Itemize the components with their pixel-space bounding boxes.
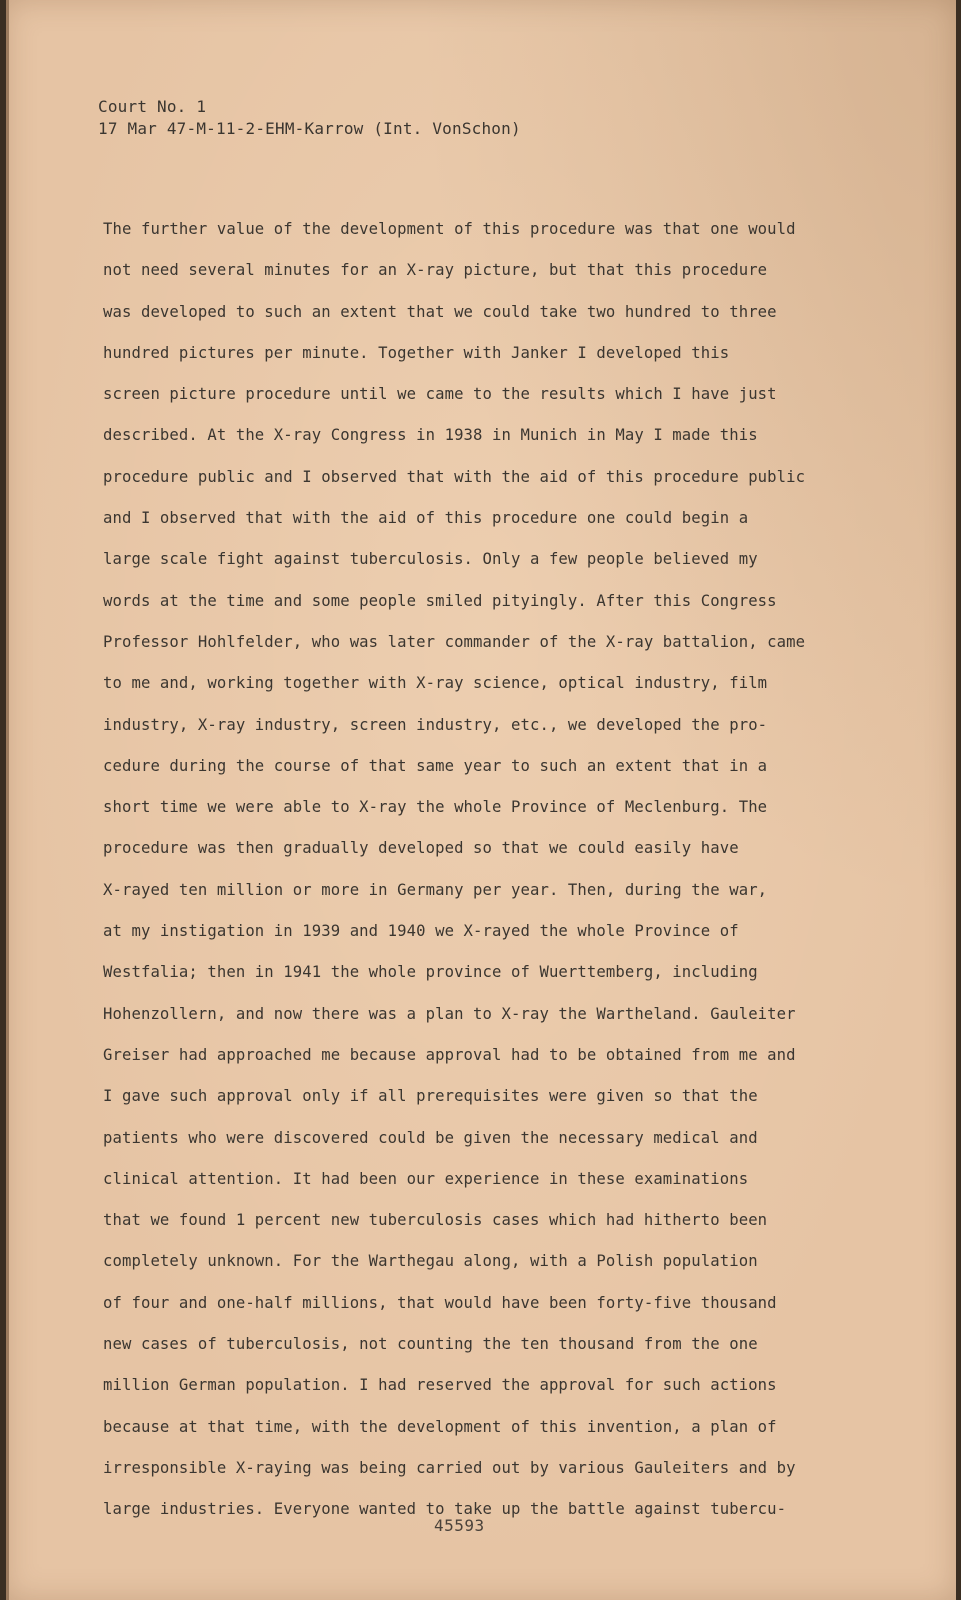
text-line: at my instigation in 1939 and 1940 we X-rayed the whole Province of (103, 922, 739, 941)
text-line: million German population. I had reserved the approval for such actions (103, 1376, 777, 1395)
text-line: completely unknown. For the Warthegau along, with a Polish population (103, 1252, 758, 1271)
text-line: that we found 1 percent new tuberculosis cases which had hitherto been (103, 1211, 768, 1230)
document-header (98, 96, 521, 140)
text-line: I gave such approval only if all prerequisites were given so that the (103, 1087, 758, 1106)
page-edge (6, 0, 9, 1600)
testimony-text (103, 218, 933, 1540)
text-line: new cases of tuberculosis, not counting the ten thousand from the one (103, 1335, 758, 1354)
text-line: because at that time, with the development of this invention, a plan of (103, 1417, 777, 1436)
text-line: large scale fight against tuberculosis. Only a few people believed my (103, 550, 758, 569)
text-line: hundred pictures per minute. Together with Janker I developed this (103, 343, 730, 362)
text-line: and I observed that with the aid of this procedure one could begin a (103, 509, 749, 528)
text-line: words at the time and some people smiled pityingly. After this Congress (103, 591, 777, 610)
text-line: screen picture procedure until we came to the results which I have just (103, 385, 777, 404)
text-line: was developed to such an extent that we could take two hundred to three (103, 302, 777, 321)
text-line: short time we were able to X-ray the whole Province of Meclenburg. The (103, 798, 768, 817)
text-line: to me and, working together with X-ray science, optical industry, film (103, 674, 768, 693)
text-line: Hohenzollern, and now there was a plan to X-ray the Wartheland. Gauleiter (103, 1004, 796, 1023)
text-line: industry, X-ray industry, screen industry, etc., we developed the pro- (103, 715, 768, 734)
text-line: not need several minutes for an X-ray picture, but that this procedure (103, 261, 768, 280)
text-line: Professor Hohlfelder, who was later commander of the X-ray battalion, came (103, 632, 806, 651)
text-line: Westfalia; then in 1941 the whole province of Wuerttemberg, including (103, 963, 758, 982)
text-line: patients who were discovered could be given the necessary medical and (103, 1128, 758, 1147)
text-line: procedure was then gradually developed so that we could easily have (103, 839, 739, 858)
document-page (6, 0, 956, 1600)
text-line: X-rayed ten million or more in Germany per year. Then, during the war, (103, 880, 768, 899)
text-line: large industries. Everyone wanted to take up the battle against tubercu- (103, 1500, 787, 1519)
reference-line: 17 Mar 47-M-11-2-EHM-Karrow (Int. VonSchon) (98, 119, 521, 138)
text-line: Greiser had approached me because approval had to be obtained from me and (103, 1045, 796, 1064)
text-line: cedure during the course of that same year to such an extent that in a (103, 756, 768, 775)
text-line: of four and one-half millions, that would have been forty-five thousand (103, 1293, 777, 1312)
court-number: Court No. 1 (98, 97, 207, 116)
text-line: described. At the X-ray Congress in 1938 in Munich in May I made this (103, 426, 758, 445)
text-line: irresponsible X-raying was being carried out by various Gauleiters and by (103, 1458, 796, 1477)
text-line: procedure public and I observed that with the aid of this procedure public (103, 467, 806, 486)
text-line: The further value of the development of this procedure was that one would (103, 220, 796, 238)
text-line: clinical attention. It had been our experience in these examinations (103, 1169, 749, 1188)
page-number: 45593 (434, 1516, 485, 1535)
